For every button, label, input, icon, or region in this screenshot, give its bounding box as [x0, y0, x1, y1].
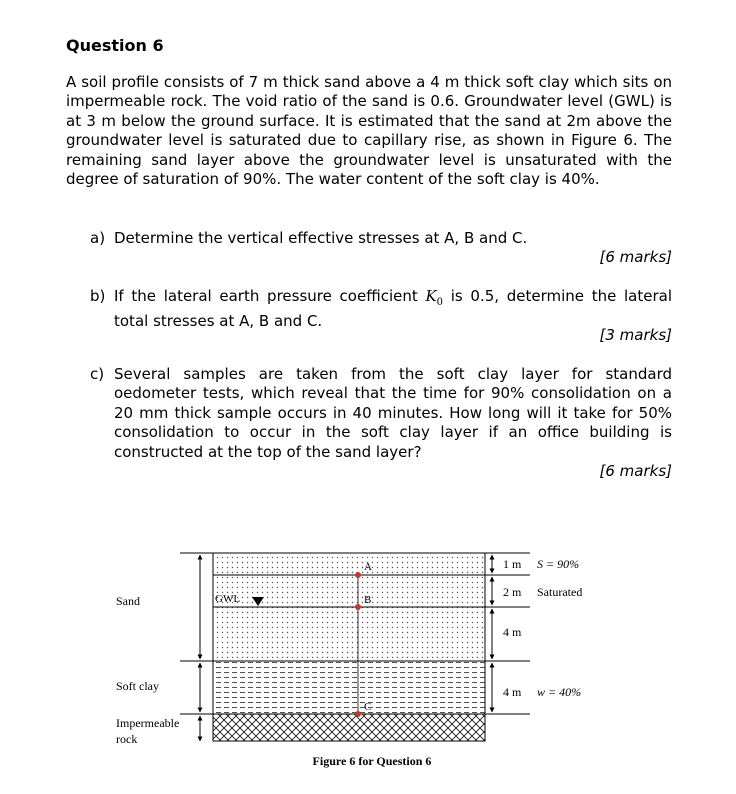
- point-c-label: C: [364, 701, 372, 713]
- part-a-text: Determine the vertical effective stresses at A, B and C.: [114, 229, 528, 247]
- k0-symbol: $K_0$: [425, 287, 444, 308]
- part-c-label: c): [90, 365, 105, 383]
- dim-label-4m-clay: 4 m: [503, 685, 522, 699]
- water-content-label: w = 40%: [537, 685, 582, 699]
- point-b-label: B: [364, 594, 372, 606]
- part-b-marks: [3 marks]: [599, 326, 672, 344]
- point-c-marker: [355, 711, 361, 717]
- part-a: [90, 229, 672, 248]
- rock-label-line1: Impermeable: [116, 716, 180, 730]
- part-b: [90, 287, 672, 332]
- point-b-marker: [355, 604, 361, 610]
- sand-label: Sand: [116, 594, 140, 608]
- part-a-label: a): [90, 229, 106, 247]
- part-b-label: b): [90, 287, 106, 305]
- rock-label-line2: rock: [116, 732, 138, 746]
- saturated-label: Saturated: [537, 585, 583, 599]
- part-b-text-wrap: [114, 287, 672, 332]
- dim-label-4m-sand: 4 m: [503, 625, 522, 639]
- part-c-text: Several samples are taken from the soft clay layer for standard oedometer tests, which reveal that the time for 90% consolidation on a 20 mm thick sample occurs in 40 minutes. How long will it take for 50% consolidation to occur in the soft clay layer if an office building is constructed at the top of the sand layer?: [114, 365, 672, 461]
- clay-label: Soft clay: [116, 679, 159, 693]
- soil-profile-figure: [0, 540, 736, 780]
- question-title: Question 6: [66, 36, 164, 55]
- point-a-marker: [355, 572, 361, 578]
- dim-label-2m: 2 m: [503, 585, 522, 599]
- figure-caption: Figure 6 for Question 6: [312, 754, 432, 768]
- question-intro: A soil profile consists of 7 m thick sand above a 4 m thick soft clay which sits on impermeable rock. The void ratio of the sand is 0.6. Groundwater level (GWL) is at 3 m below the ground surface. It is estimated that the sand at 2m above the groundwater level is saturated due to capillary rise, as shown in Figure 6. The remaining sand layer above the groundwater level is unsaturated with the degree of saturation of 90%. The water content of the soft clay is 40%.: [66, 73, 672, 189]
- part-a-marks: [6 marks]: [599, 248, 672, 266]
- rock-layer: [213, 714, 485, 741]
- clay-layer: [213, 661, 485, 714]
- part-b-text-before: If the lateral earth pressure coefficient: [114, 287, 418, 305]
- part-b-text-after: is 0.5, determine the lateral total stresses at A, B and C.: [114, 287, 672, 331]
- saturation-s-label: S = 90%: [537, 557, 580, 571]
- part-c-marks: [6 marks]: [599, 462, 672, 480]
- part-c: [90, 365, 672, 462]
- dim-label-1m: 1 m: [503, 557, 522, 571]
- point-a-label: A: [364, 561, 372, 573]
- gwl-label: GWL: [215, 593, 241, 605]
